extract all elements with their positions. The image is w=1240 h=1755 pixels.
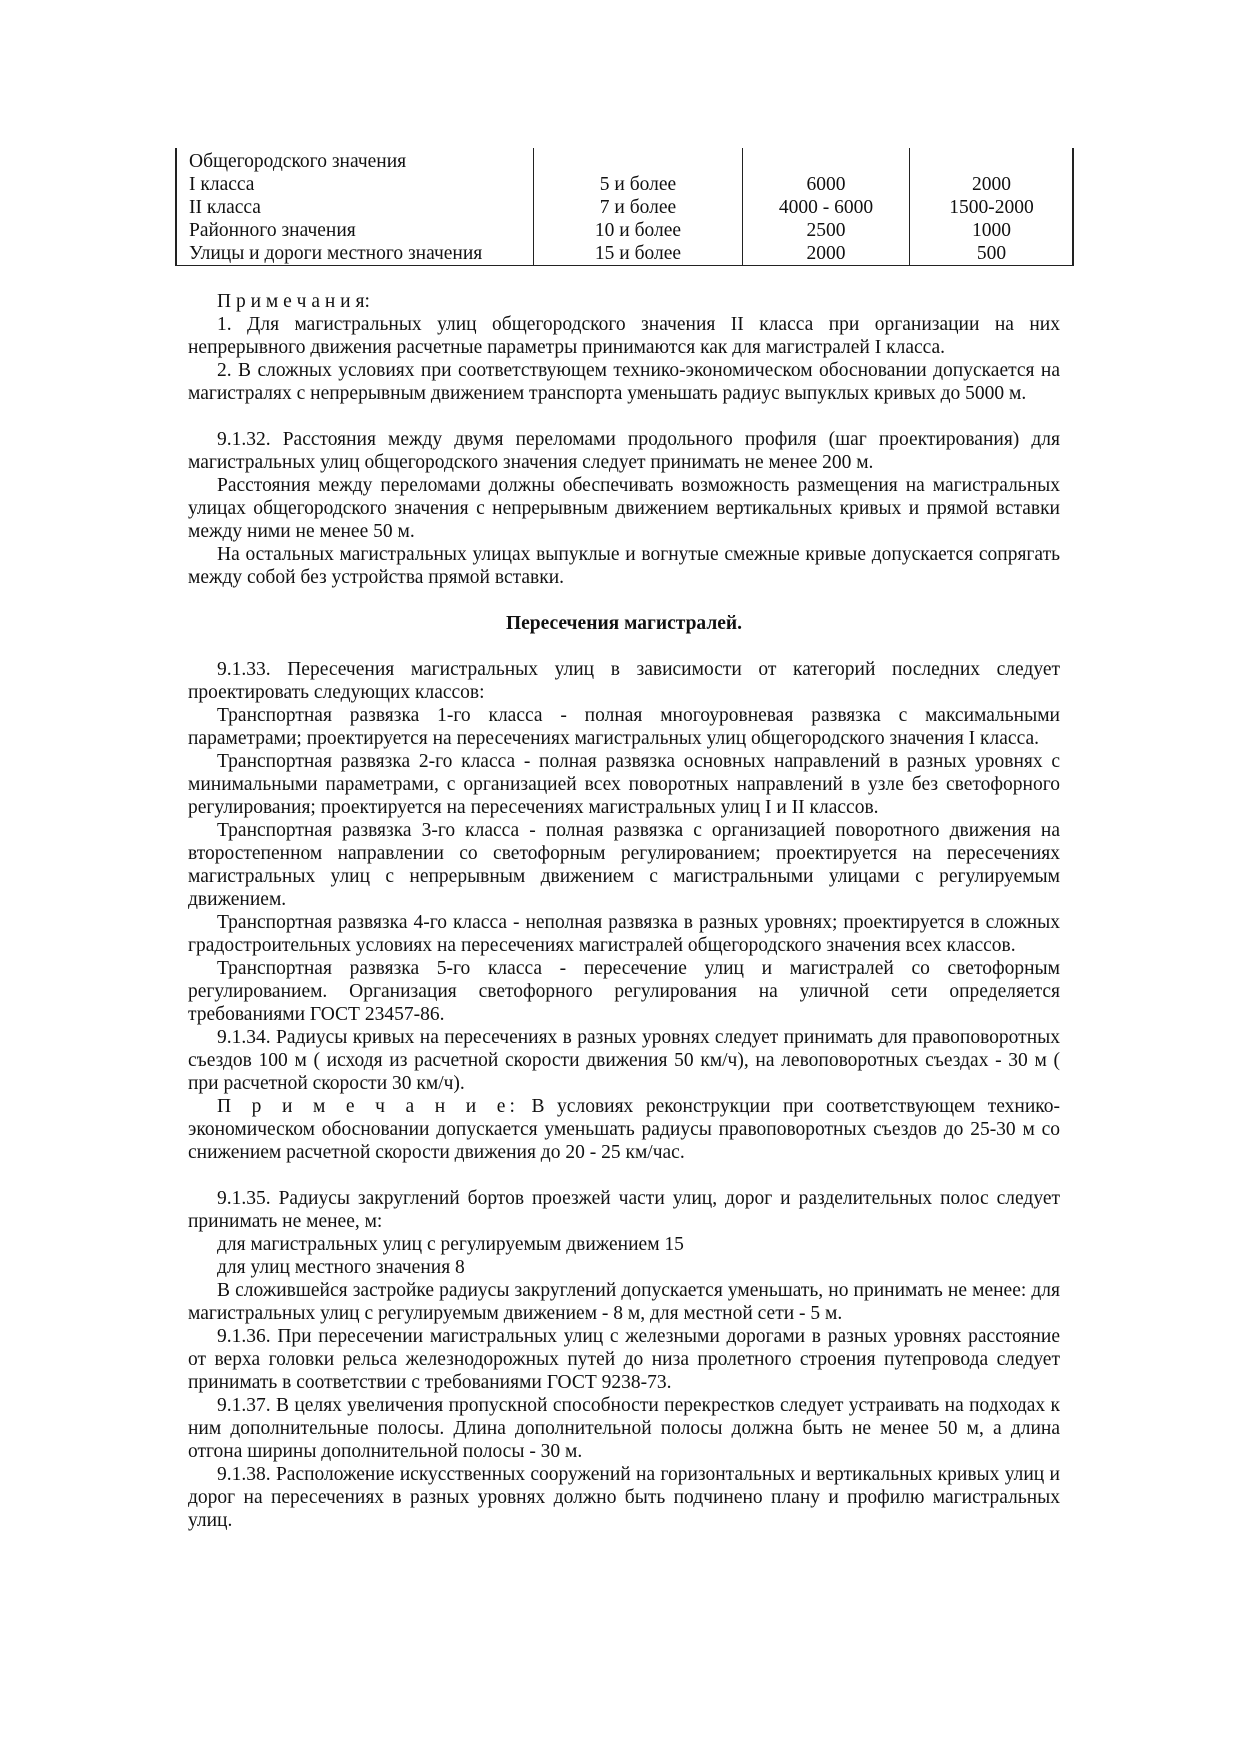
interchange-class-4: Транспортная развязка 4-го класса - неполная развязка в разных уровнях; проектируется в сложных градостроительных условиях на пересечениях магистралей общегородского значения всех классов. [188,912,1060,956]
table-cell: 1000 [910,219,1074,242]
paragraph-9-1-35-b: для улиц местного значения 8 [217,1257,465,1278]
paragraph-9-1-36: 9.1.36. При пересечении магистральных улиц с железными дорогами в разных уровнях расстояние от верха головки рельса железнодорожных путей до низа пролетного строения путепровода следует принимать в соответствии с требованиями ГОСТ 9238-73. [188,1326,1060,1393]
table-cell: 500 [910,242,1074,266]
paragraph-9-1-32-c: На остальных магистральных улицах выпуклые и вогнутые смежные кривые допускается сопрягать между собой без устройства прямой вставки. [188,544,1060,588]
table-row [175,173,1073,196]
paragraph-9-1-33: 9.1.33. Пересечения магистральных улиц в зависимости от категорий последних следует проектировать следующих классов: [188,659,1060,703]
table-cell: 15 и более [534,242,743,266]
table-cell-category: Улицы и дороги местного значения [175,242,534,266]
table-cell: 6000 [743,173,910,196]
interchange-class-1: Транспортная развязка 1-го класса - полная многоуровневая развязка с максимальными параметрами; проектируется на пересечениях магистральных улиц общегородского значения I класса. [188,705,1060,749]
table-row [175,242,1073,266]
note-2: 2. В сложных условиях при соответствующем технико-экономическом обосновании допускается на магистралях с непрерывным движением транспорта уменьшать радиус выпуклых кривых до 5000 м. [188,360,1060,404]
paragraph-9-1-34: 9.1.34. Радиусы кривых на пересечениях в разных уровнях следует принимать для правоповоротных съездов 100 м ( исходя из расчетной скорости движения 50 км/ч), на левоповоротных съездах - 30 м ( при расчетной скорости 30 км/ч). [188,1027,1060,1094]
notes-heading: П р и м е ч а н и я: [217,291,370,312]
interchange-class-2: Транспортная развязка 2-го класса - полная развязка основных направлений в разных уровнях с минимальными параметрами, с организацией всех поворотных направлений в узле без светофорного регулирования; проектируется на пересечениях магистральных улиц I и II классов. [188,751,1060,818]
table-cell [534,148,743,173]
table-cell: 7 и более [534,196,743,219]
table-row [175,196,1073,219]
interchange-class-5: Транспортная развязка 5-го класса - пересечение улиц и магистралей со светофорным регулированием. Организация светофорного регулирования на уличной сети определяется требованиями ГОСТ 23457-86. [188,958,1060,1025]
paragraph-9-1-35: 9.1.35. Радиусы закруглений бортов проезжей части улиц, дорог и разделительных полос следует принимать не менее, м: [188,1188,1060,1232]
note-text: В условиях реконструкции при соответствующем технико-экономическом обосновании допускается уменьшать радиусы правоповоротных съездов до 25-30 м со снижением расчетной скорости движения до 20 - 25 км/час. [188,1096,1060,1163]
paragraph-9-1-37: 9.1.37. В целях увеличения пропускной способности перекрестков следует устраивать на подходах к ним дополнительные полосы. Длина дополнительной полосы должна быть не менее 50 м, а длина отгона ширины дополнительной полосы - 30 м. [188,1395,1060,1462]
table-cell [743,148,910,173]
table-cell: 4000 - 6000 [743,196,910,219]
table-cell [910,148,1074,173]
paragraph-9-1-35-a: для магистральных улиц с регулируемым движением 15 [217,1234,684,1255]
note-reconstruction [188,1095,1060,1164]
table-cell-category: II класса [189,197,261,218]
paragraph-9-1-35-c: В сложившейся застройке радиусы закруглений допускается уменьшать, но принимать не менее: для магистральных улиц с регулируемым движением - 8 м, для местной сети - 5 м. [188,1280,1060,1324]
interchange-class-3: Транспортная развязка 3-го класса - полная развязка с организацией поворотного движения на второстепенном направлении со светофорным регулированием; проектируется на пересечениях магистральных улиц с непрерывным движением с магистральными улицами с регулируемым движением. [188,820,1060,910]
table-cell-category: Общегородского значения [189,151,407,172]
table-cell: 10 и более [534,219,743,242]
paragraph-9-1-38: 9.1.38. Расположение искусственных сооружений на горизонтальных и вертикальных кривых улиц и дорог на пересечениях в разных уровнях должно быть подчинено плану и профилю магистральных улиц. [188,1464,1060,1531]
table-row [175,219,1073,242]
table-cell: 2000 [743,242,910,266]
table-cell: 2000 [910,173,1074,196]
paragraph-9-1-32: 9.1.32. Расстояния между двумя переломами продольного профиля (шаг проектирования) для магистральных улиц общегородского значения следует принимать не менее 200 м. [188,429,1060,473]
paragraph-9-1-32-b: Расстояния между переломами должны обеспечивать возможность размещения на магистральных улицах общегородского значения с непрерывным движением вертикальных кривых и прямой вставки между ними не менее 50 м. [188,475,1060,542]
note-label: П р и м е ч а н и е: [217,1096,519,1117]
section-title: Пересечения магистралей. [505,613,743,634]
document-body [188,290,1060,1532]
table-cell-category: Районного значения [189,220,356,241]
table-cell-category: I класса [189,174,255,195]
table-cell: 2500 [743,219,910,242]
table-cell: 5 и более [534,173,743,196]
table-row [175,148,1073,173]
table-cell: 1500-2000 [910,196,1074,219]
note-1: 1. Для магистральных улиц общегородского значения II класса при организации на них непрерывного движения расчетные параметры принимаются как для магистралей I класса. [188,314,1060,358]
parameters-table [175,148,1073,266]
